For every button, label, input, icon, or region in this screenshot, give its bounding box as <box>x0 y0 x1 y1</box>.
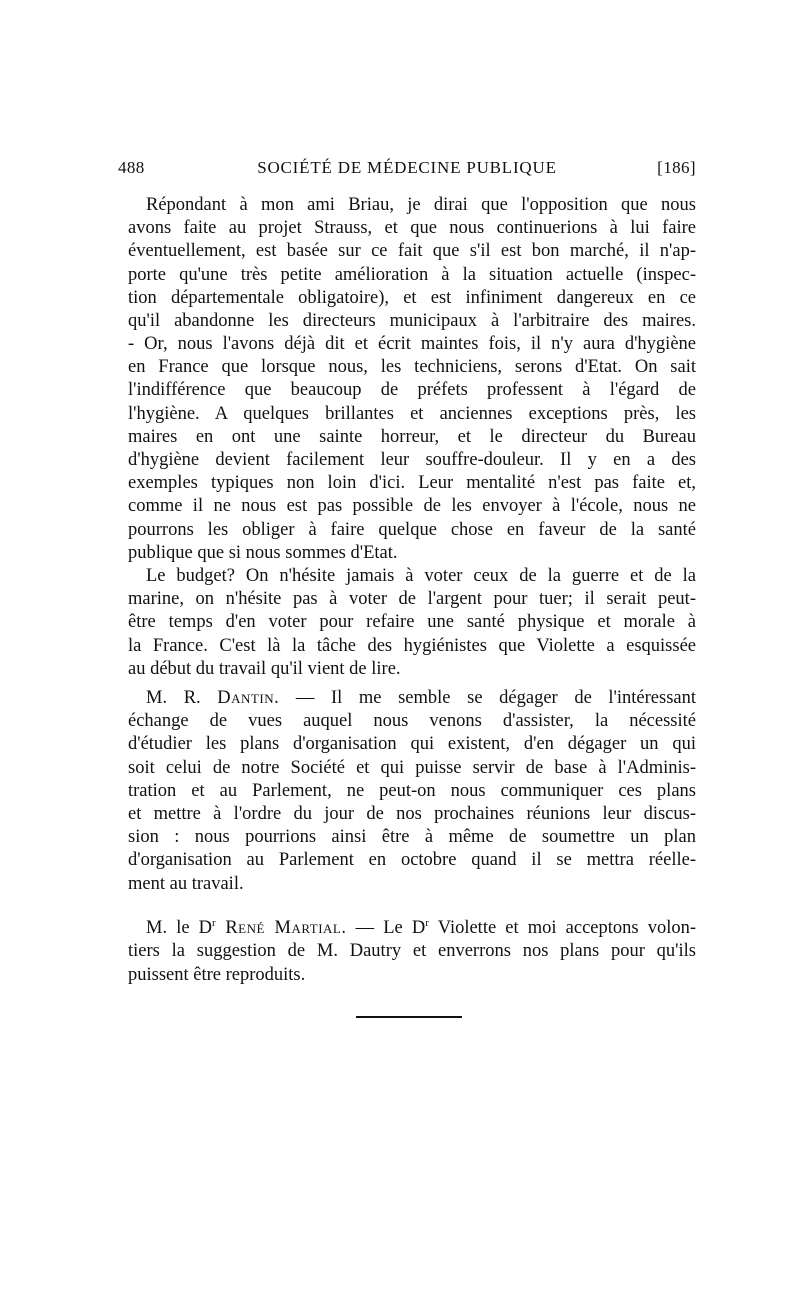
text-line: maires en ont une sainte horreur, et le directeur du Bureau <box>128 426 696 447</box>
paragraph-briau-reply <box>128 194 696 333</box>
text-line: au début du travail qu'il vient de lire. <box>128 658 401 679</box>
text-line: tion départementale obligatoire), et est infiniment dangereux en ce <box>128 287 696 308</box>
end-rule <box>356 1016 462 1018</box>
paragraph-martial <box>128 912 696 987</box>
page-title: SOCIÉTÉ DE MÉDECINE PUBLIQUE <box>257 158 557 177</box>
text-line <box>128 687 696 710</box>
page-number: 488 <box>118 158 145 177</box>
text-fragment: — Le D <box>346 918 426 939</box>
speaker-name: Dantin. <box>217 688 280 708</box>
text-line: Le budget? On n'hésite jamais à voter ceux de la guerre et de la <box>146 566 696 586</box>
text-line: Répondant à mon ami Briau, je dirai que l'opposition que nous <box>146 195 696 215</box>
text-fragment: — Il me semble se dégager de l'intéressant <box>279 688 696 708</box>
text-line: publique que si nous sommes d'Etat. <box>128 542 398 563</box>
text-line: avons faite au projet Strauss, et que nous continuerions à lui faire <box>128 218 696 239</box>
text-line: puissent être reproduits. <box>128 964 306 985</box>
running-head <box>118 152 696 182</box>
original-page-number: [186] <box>657 158 696 177</box>
speaker-prefix: M. le D <box>146 918 213 939</box>
text-line: d'hygiène devient facilement leur souffre-douleur. Il y en a des <box>128 450 696 471</box>
superscript: r <box>212 917 216 929</box>
speaker-name: René Martial. <box>215 918 347 939</box>
text-line: exemples typiques non loin d'ici. Leur mentalité n'est pas faite et, <box>128 473 696 494</box>
paragraph-budget <box>128 565 696 681</box>
text-line: ment au travail. <box>128 873 244 894</box>
text-line: porte qu'une très petite amélioration à la situation actuelle (inspec- <box>128 264 696 285</box>
text-line: l'indifférence que beaucoup de préfets professent à l'égard de <box>128 380 696 401</box>
text-fragment: Violette et moi acceptons volon- <box>428 918 697 939</box>
text-line: d'organisation au Parlement en octobre quand il se mettra réelle- <box>128 850 696 871</box>
superscript: r <box>425 917 429 929</box>
text-line: marine, on n'hésite pas à voter de l'argent pour tuer; il serait peut- <box>128 589 696 610</box>
text-line: échange de vues auquel nous venons d'assister, la nécessité <box>128 711 696 732</box>
text-line: comme il ne nous est pas possible de les envoyer à l'école, nous ne <box>128 496 696 517</box>
text-line: être temps d'en voter pour refaire une santé physique et morale à <box>128 612 696 633</box>
paragraph-dantin <box>128 687 696 896</box>
text-line: pourrons les obliger à faire quelque chose en faveur de la santé <box>128 519 696 540</box>
text-line: éventuellement, est basée sur ce fait que s'il est bon marché, il n'ap- <box>128 241 696 262</box>
paragraph-hygiene-state <box>128 333 696 565</box>
text-line: tration et au Parlement, ne peut-on nous communiquer ces plans <box>128 780 696 801</box>
text-line: - Or, nous l'avons déjà dit et écrit maintes fois, il n'y aura d'hygiène <box>128 334 696 354</box>
text-line: tiers la suggestion de M. Dautry et enverrons nos plans pour qu'ils <box>128 941 696 962</box>
speaker-prefix: M. R. <box>146 688 218 708</box>
text-line: d'étudier les plans d'organisation qui existent, d'en dégager un qui <box>128 734 696 755</box>
text-line: l'hygiène. A quelques brillantes et anciennes exceptions près, les <box>128 403 696 424</box>
text-line: en France que lorsque nous, les techniciens, serons d'Etat. On sait <box>128 357 696 378</box>
text-line: et mettre à l'ordre du jour de nos prochaines réunions leur discus- <box>128 804 696 825</box>
text-line: la France. C'est là la tâche des hygiénistes que Violette a esquissée <box>128 635 696 656</box>
text-line: qu'il abandonne les directeurs municipaux à l'arbitraire des maires. <box>128 311 696 332</box>
text-line: sion : nous pourrions ainsi être à même de soumettre un plan <box>128 827 696 848</box>
text-line <box>128 912 696 940</box>
text-line: soit celui de notre Société et qui puisse servir de base à l'Adminis- <box>128 757 696 778</box>
